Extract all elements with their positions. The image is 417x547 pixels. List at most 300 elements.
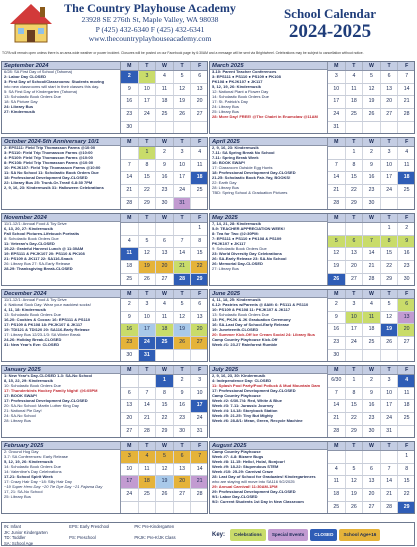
day-cell [121,147,139,159]
day-cell: 15 [403,478,410,485]
day-cell: 2 [328,299,346,311]
event-line: 26: Library Bus 27: SA-Early Release [4,261,71,266]
day-cell: 19 [174,96,192,108]
day-cell: 19 [139,261,157,273]
calendar-header [0,0,417,62]
event-line: 24: SA-No School [4,413,36,418]
month-day-grid [328,442,415,513]
day-cell: 17 [191,400,208,412]
month-november-2024 [1,213,208,286]
week-row [328,185,415,198]
day-cell: 15 [346,400,364,412]
event-line: 17: St. Patrick's Day [212,99,248,104]
weekday-header: T [174,214,192,222]
week-row [121,502,208,514]
day-cell: 13 [196,85,203,92]
day-cell: 2 [121,299,139,311]
day-cell: 11 [403,389,410,396]
event-line: Camp Country Playhouse Kick-Off [212,337,278,342]
event-line: 6-12: Pastries w/Parents @ 8AM: 6: PS111 & PS110 [212,302,309,307]
weekday-header-row [121,138,208,147]
day-cell [174,502,192,514]
event-line: 29: Annual Carnival! 11:30AM-1PM [212,484,278,489]
month-day-grid [328,138,415,209]
day-cell: 21 [174,261,192,273]
day-cell: 25 [328,502,346,514]
weekday-header: F [405,63,409,69]
event-line: 4: National Sock Day: Wear your wackiest socks! [4,302,91,307]
event-line: 19: Juneteenth-CLOSED [212,327,259,332]
day-cell: 25 [156,109,174,121]
day-cell: 28 [121,198,139,210]
day-cell: 11 [139,464,157,476]
weekday-header: F [198,291,202,297]
week-row [121,388,208,401]
month-events [2,62,121,133]
event-line: Week #1: 23-27 Rainforest Rumble [212,342,278,347]
day-cell: 12 [363,84,381,96]
event-line: 25: Library Bus [4,494,31,499]
event-line: 17: Professional Development Day-CLOSED [4,398,88,403]
event-line: Week #6: 28-8/1: Mean, Green, Recycle Machine [212,418,303,423]
weekday-header: T [346,442,364,450]
month-events [2,214,121,285]
day-cell [346,122,364,134]
day-cell [328,451,346,463]
weekday-header-row [328,138,415,147]
week-row [328,261,415,274]
month-title: April 2025 [210,138,327,146]
day-cell: 18 [403,402,410,409]
event-line: 2, 9, 16, 23, 30: Kindermusik [212,374,266,378]
event-line: 19: TDI121 & TDI120 20: SA116-Early Release [4,327,90,332]
day-cell: 9 [398,236,415,248]
weekday-header: T [346,290,364,298]
day-cell: 4 [405,149,409,155]
day-cell [191,122,208,134]
day-cell: 16 [363,172,381,184]
day-cell: 18 [328,489,346,501]
day-cell: 28 [363,274,381,286]
week-row [121,337,208,350]
day-cell: 18 [191,172,208,184]
day-cell: 6 [381,71,399,83]
day-cell: 17 [346,324,364,336]
day-cell: 19 [346,489,364,501]
day-cell: 31 [174,198,192,210]
weekday-header: W [363,138,381,146]
day-cell: 4 [156,71,174,83]
event-line: 24: Library Bus [4,104,34,109]
month-title: January 2025 [2,366,120,374]
week-row [121,451,208,464]
month-july-2025 [209,365,415,438]
event-line: 28: More Day! FREE! @The Chalet in Enumclaw @11AM [212,114,318,119]
day-cell: 25 [139,489,157,501]
event-line: 2: EPS111: Field Trip Thomasson Farms @10:00 [4,146,96,150]
day-cell: 27 [403,339,410,346]
day-cell: 6 [198,73,202,79]
code-toddler: TD: Toddler [4,535,26,540]
day-cell: 12 [156,464,174,476]
day-cell: 20 [398,324,415,336]
weekday-header-row [121,214,208,223]
event-line: 5, 12, 19, 26: Kindermusik [4,459,53,464]
academy-info [62,2,238,44]
academy-address: 23928 SE 276th St, Maple Valley, WA 98038 [81,15,219,24]
day-cell: 4 [121,236,139,248]
event-line: 26: Memorial Day-CLOSED [212,261,263,266]
day-cell: 28 [139,426,157,438]
event-line: 9/1: Labor Day-CLOSED [212,494,258,499]
day-cell: 29 [191,274,208,286]
week-row [328,413,415,426]
day-cell: 21 [403,98,410,105]
key-school-age: School Age+16 [339,529,380,541]
event-line: 9/2: Current Students 1st Day in New Classroom [212,499,304,504]
day-cell: 13 [174,464,192,476]
month-events [210,138,328,209]
weekday-header: M [328,290,346,298]
day-cell: 19 [174,324,192,336]
weekday-header: W [156,366,174,374]
month-events [210,442,328,513]
weekday-header-row [121,366,208,375]
week-row [121,426,208,438]
week-row [328,147,415,160]
day-cell: 26 [156,489,174,501]
calendar-title-line1: School Calendar [283,6,377,21]
weekday-header: W [363,214,381,222]
event-line: 6, 13, 20, 27: Kindermusik [4,226,53,231]
day-cell: 4 [156,299,174,311]
day-cell: 20 [191,324,208,336]
event-line: 3: PS110: Field Trip Thomasson Farms @10:00 [4,150,93,155]
day-cell: 27 [346,274,364,286]
day-cell [156,223,174,235]
week-row [121,122,208,134]
event-line: 17: BOOK SWAP! [4,393,38,398]
weekday-header: F [198,443,202,449]
day-cell: 8 [381,236,399,248]
month-title: December 2024 [2,290,120,298]
day-cell: 29 [139,198,157,210]
code-school-age: SA: School Age [4,540,34,546]
month-title: June 2025 [210,290,327,298]
day-cell: 30 [328,350,346,362]
day-cell: 15 [196,250,203,257]
day-cell: 7 [363,236,381,248]
weekday-header: T [381,214,399,222]
day-cell: 17 [381,172,399,184]
event-line: 14: Scholastic Book Orders Due [4,464,61,469]
event-line: 19: EPS111 & PKJK107 20: PS110 & PK108 [4,251,85,256]
event-line: 18: Professional Development Day-CLOSED [212,170,296,175]
day-cell: 3 [139,71,157,83]
week-row [121,312,208,325]
event-line: 14: Valentine's Day Celebrations [4,469,62,474]
weekday-header: T [139,442,157,450]
day-cell: 11 [363,312,381,324]
day-cell [139,122,157,134]
event-line: 4: Independence Day: CLOSED [212,378,272,383]
day-cell: 17 [121,476,139,488]
code-early-preschool: EPS: Early Preschool [69,524,110,529]
key-closed: CLOSED [310,529,337,541]
day-cell: 5 [381,299,399,311]
month-march-2025 [209,61,415,134]
day-cell [363,350,381,362]
month-events [210,290,328,361]
day-cell: 7 [174,236,192,248]
day-cell: 31 [139,350,157,362]
event-line: 8, 15, 22, 29: Kindermusik [4,378,53,383]
week-row [328,172,415,185]
code-infant: IN: Infant [4,524,21,529]
week-row [121,109,208,122]
event-line: 16-20: Cookies & Cocoa: 16: EPS111 & PS110 [4,317,91,322]
code-preschool: PS: Preschool [69,535,96,540]
day-cell: 17 [139,96,157,108]
day-cell: 17 [328,96,346,108]
week-row [121,476,208,489]
day-cell: 24 [346,337,364,349]
day-cell: 11 [403,161,410,168]
event-line: 25: Library Bus [212,109,239,114]
month-events [2,442,121,513]
day-cell: 7 [139,388,157,400]
event-line: 17: Library Bus 12/23-1/3: SA Winter Break [4,332,81,337]
weekday-header: M [328,214,346,222]
event-line: 4: PS109: Field Trip Thomasson Farms @10:00 [4,155,93,160]
day-cell: 9 [328,312,346,324]
weekday-header: F [405,139,409,145]
day-cell: 22 [346,413,364,425]
week-row [328,312,415,325]
day-cell: 22 [139,185,157,197]
event-line: 19-22: Grateful Harvest Lunch @ 11:30AM [4,246,84,251]
event-line: 11: Splash Pool Party/Pool Potluck & Mud Mountain Dam [212,383,321,388]
day-cell [363,451,381,463]
day-cell [328,147,346,159]
event-line: 8: Tea for Two @2:30PM: [212,231,259,236]
day-cell: 10 [174,160,192,172]
day-cell: 11 [196,161,203,168]
day-cell: 25 [346,109,364,121]
day-cell: 2 [363,147,381,159]
day-cell: 24 [121,489,139,501]
event-line: 17: Thunderbirds Hockey Family Night! @6:05PM [4,388,98,393]
weekday-header: W [156,290,174,298]
week-row [121,160,208,173]
day-cell [121,223,139,235]
event-line: 11: Veteran's Day-CLOSED [4,241,55,246]
day-cell: 1 [198,225,202,231]
academy-website: www.thecountryplayhouseacademy.com [88,34,212,43]
day-cell: 6 [156,236,174,248]
week-row [121,413,208,426]
day-cell: 9 [156,160,174,172]
day-cell: 9 [174,388,192,400]
day-cell: 26 [328,274,346,286]
event-line: 4, 11, 18: Kindermusik [4,307,47,312]
event-line: 21: PS109 & JK117 22: SA116-Snack [4,256,73,261]
day-cell: 26 [363,109,381,121]
calendar-footer [1,522,415,546]
month-october-2024 [1,137,208,210]
weekday-header: W [156,62,174,70]
day-cell: 2 [121,71,139,83]
day-cell: 14 [363,248,381,260]
week-row [328,236,415,249]
day-cell: 8 [156,388,174,400]
day-cell: 12 [174,84,192,96]
event-line: 17-21: School Spirit Week [4,474,53,479]
weekday-header: F [198,367,202,373]
weekday-header: M [328,442,346,450]
day-cell [381,122,399,134]
day-cell: 3 [174,147,192,159]
day-cell: 3 [328,71,346,83]
day-cell: 6/30 [328,375,346,387]
day-cell: 30 [403,275,410,282]
event-line: 17: Crazy Hair Day ~18: Silly Hair Day [4,479,72,484]
day-cell [398,350,415,362]
month-day-grid [121,442,208,513]
event-line: 17, 21: SA-No School [4,489,43,494]
event-line: TBD: Spring School & Graduation Pictures [212,190,288,195]
month-day-grid [121,138,208,209]
day-cell: 28 [328,198,346,210]
day-cell: 15 [381,248,399,260]
month-day-grid [121,62,208,133]
weekday-header-row [328,442,415,451]
day-cell: 29 [398,502,415,514]
event-line: 18: SA Picture Day [4,99,38,104]
day-cell: 6 [198,301,202,307]
day-cell: 27 [121,426,139,438]
weekday-header: T [174,290,192,298]
week-row [328,248,415,261]
month-events [210,62,328,133]
day-cell: 15 [346,172,364,184]
day-cell: 18 [398,172,415,184]
weekday-header: T [346,214,364,222]
weekday-header: W [156,138,174,146]
day-cell: 24 [328,109,346,121]
week-row [328,375,415,388]
weekday-header: T [174,62,192,70]
day-cell: 18 [346,96,364,108]
event-line: 13: PK, PKJK & JK Graduation Ceremony [212,317,291,322]
week-row [121,71,208,84]
event-line: 9: Scholastic Book Orders Due [212,246,267,251]
day-cell: 13 [381,84,399,96]
month-title: October 2024-5th Anniversary 10/1 [2,138,120,146]
event-line: 20: Summer Kick-Off Ice Cream Social 24: Library Bus [212,332,315,337]
month-day-grid [328,62,415,133]
day-cell: 20 [174,476,192,488]
day-cell: 26 [139,274,157,286]
weekday-header: W [156,214,174,222]
day-cell: 10 [346,312,364,324]
event-line: 21: National Pie Day! [4,408,42,413]
event-line: 28-29: Thanksgiving Break-CLOSED [4,266,73,271]
day-cell: 9 [363,388,381,400]
week-row [328,84,415,97]
event-line: 7-11: Spring Break Week [212,155,259,160]
day-cell: 13 [346,248,364,260]
academy-phone: P (425) 432-6340 F (425) 432-6341 [95,24,205,34]
week-row [328,96,415,109]
event-line: Camp Country Playhouse [212,450,261,454]
day-cell: 16 [121,96,139,108]
day-cell: 3 [139,299,157,311]
day-cell: 10 [121,464,139,476]
day-cell: 1 [139,147,157,159]
day-cell [174,122,192,134]
month-events [210,366,328,437]
weekday-header: T [139,138,157,146]
day-cell: 31 [328,122,346,134]
day-cell: 15 [156,400,174,412]
day-cell: 20 [346,261,364,273]
day-cell: 23 [328,337,346,349]
weekday-header: T [346,62,364,70]
day-cell: 30 [121,350,139,362]
event-line: 28: Last Day of School for Graduates! Kindergarteners [212,474,316,479]
event-line: Week #10: 25-29: Carnival Craze [212,469,274,474]
day-cell: 21 [363,261,381,273]
day-cell: 18 [156,96,174,108]
day-cell: 5 [174,299,192,311]
weekday-header: M [121,214,139,222]
day-cell: 23 [174,413,192,425]
day-cell: 3 [198,377,202,383]
day-cell: 2 [363,375,381,387]
day-cell [346,350,364,362]
day-cell: 1 [156,375,174,387]
day-cell [346,223,364,235]
event-line: PKJK107 ● JK117 [212,241,246,246]
day-cell: 7 [381,464,399,476]
event-line: 5, 12, 19, 26: Kindermusik [212,84,261,89]
month-january-2025 [1,365,208,438]
day-cell [139,223,157,235]
weekday-header: T [381,366,399,374]
weekday-header: T [174,138,192,146]
key-celebrations: Celebrations [230,529,266,541]
day-cell: 25 [156,337,174,349]
event-line: 18: Professional Development Day-CLOSED [4,175,88,180]
week-row [328,451,415,464]
calendar-title-year: 2024-2025 [288,21,372,42]
week-row [328,502,415,514]
day-cell [191,350,208,362]
weekday-header: W [156,442,174,450]
week-row [328,274,415,286]
day-cell: 19 [363,96,381,108]
event-line: Week #8: 11-15: Hello!, Hola!, Bonjour! [212,459,286,464]
day-cell: 14 [196,465,203,472]
event-line: 23: World Diversity Day Celebrations [212,251,282,256]
week-row [121,400,208,413]
event-line: 7-11: SA Spring Break No School [212,150,275,155]
weekday-header-row [328,62,415,71]
event-line: Week #2: 6/30-7/4: Red, White & Blue [212,398,282,403]
event-line: 4, 11, 18, 25: Kindermusik [212,298,261,302]
day-cell: 21 [328,185,346,197]
